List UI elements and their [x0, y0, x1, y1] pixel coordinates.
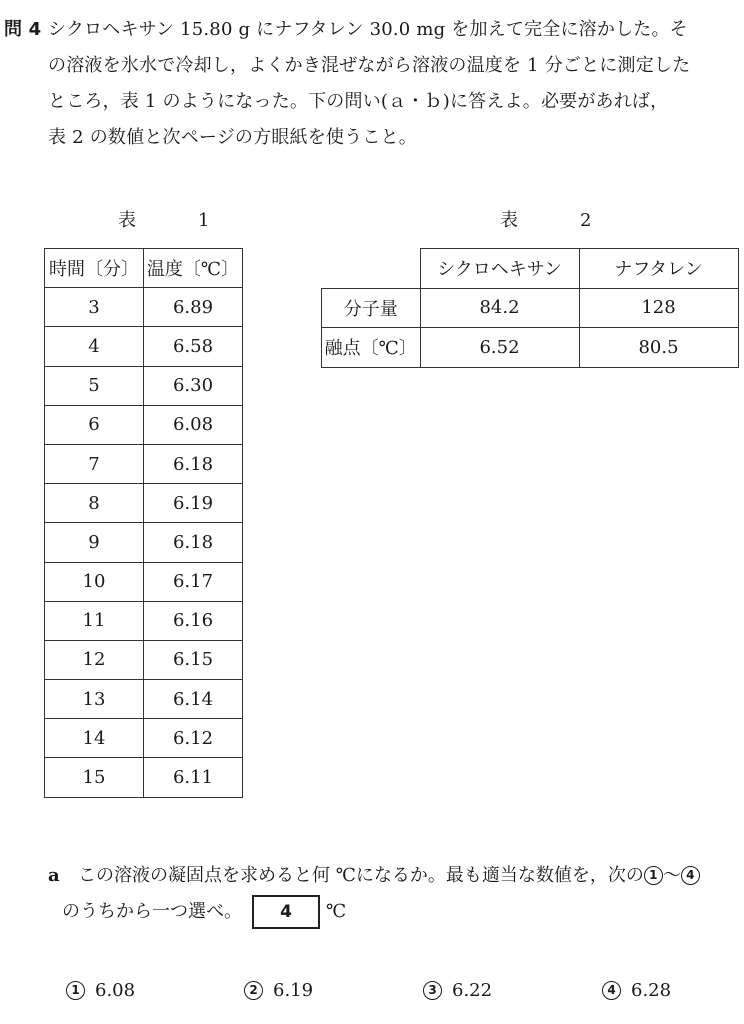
table1-header-time: 時間〔分〕: [45, 249, 144, 288]
cyclohexane-value: 6.52: [420, 328, 579, 368]
time-cell: 14: [45, 719, 144, 758]
time-cell: 5: [45, 366, 144, 405]
table-row: [45, 405, 243, 444]
part-a-text-2: のうちから一つ選べ。: [62, 901, 242, 922]
circled-number-icon: 4: [681, 866, 700, 885]
question-line: ところ，表 1 のようになった。下の問い(ａ・ｂ)に答えよ。必要があれば，: [48, 91, 669, 112]
part-a-line-2: [48, 894, 738, 930]
table2-properties: [321, 248, 739, 368]
question-number: 問 4: [4, 19, 42, 40]
circled-number-icon: 4: [602, 981, 621, 1000]
time-cell: 11: [45, 601, 144, 640]
answer-box[interactable]: 4: [252, 895, 320, 929]
circled-number-icon: 1: [644, 866, 663, 885]
temp-cell: 6.89: [144, 288, 243, 327]
temp-cell: 6.58: [144, 327, 243, 366]
answer-choices: [0, 980, 744, 1014]
row-label: 分子量: [322, 288, 421, 328]
naphthalene-value: 80.5: [579, 328, 738, 368]
table-row: [45, 484, 243, 523]
naphthalene-value: 128: [579, 288, 738, 328]
temp-cell: 6.18: [144, 444, 243, 483]
time-cell: 6: [45, 405, 144, 444]
circled-number-icon: 2: [244, 981, 263, 1000]
row-label: 融点〔℃〕: [322, 328, 421, 368]
table-row: [45, 327, 243, 366]
table-row: [45, 523, 243, 562]
temp-cell: 6.16: [144, 601, 243, 640]
temp-cell: 6.14: [144, 680, 243, 719]
choice-value: 6.28: [631, 980, 672, 1001]
table-row: [45, 288, 243, 327]
table2-corner-cell: [322, 249, 421, 289]
time-cell: 7: [45, 444, 144, 483]
temp-cell: 6.18: [144, 523, 243, 562]
table-row: [322, 288, 739, 328]
choice-3[interactable]: [423, 980, 492, 1001]
cyclohexane-value: 84.2: [420, 288, 579, 328]
part-a-text: この溶液の凝固点を求めると何 ℃になるか。最も適当な数値を，次の: [78, 865, 644, 886]
choice-4[interactable]: [602, 980, 671, 1001]
time-cell: 3: [45, 288, 144, 327]
time-cell: 8: [45, 484, 144, 523]
temp-cell: 6.19: [144, 484, 243, 523]
table1-caption: 表 1: [118, 210, 232, 231]
question-line: の溶液を氷水で冷却し，よくかき混ぜながら溶液の温度を 1 分ごとに測定した: [48, 55, 691, 76]
temp-cell: 6.17: [144, 562, 243, 601]
time-cell: 10: [45, 562, 144, 601]
temp-cell: 6.11: [144, 758, 243, 797]
table-row: [45, 444, 243, 483]
question-text: [4, 12, 740, 156]
temp-cell: 6.12: [144, 719, 243, 758]
temp-cell: 6.15: [144, 640, 243, 679]
temp-cell: 6.08: [144, 405, 243, 444]
table2-header-cyclohexane: シクロヘキサン: [420, 249, 579, 289]
table-row: [45, 758, 243, 797]
choice-value: 6.22: [452, 980, 493, 1001]
table1-temperature: [44, 248, 243, 798]
temp-cell: 6.30: [144, 366, 243, 405]
table-row: [322, 328, 739, 368]
table-row: [45, 719, 243, 758]
table2-caption: 表 2: [500, 210, 614, 231]
unit-label: ℃: [326, 901, 347, 922]
part-a-label: a: [48, 865, 60, 886]
circled-number-icon: 1: [66, 981, 85, 1000]
range-separator: ～: [662, 865, 681, 886]
part-a-question: [48, 858, 738, 930]
question-line: シクロヘキサン 15.80 g にナフタレン 30.0 mg を加えて完全に溶かした。そ: [48, 19, 688, 40]
time-cell: 4: [45, 327, 144, 366]
table-row: [45, 366, 243, 405]
time-cell: 9: [45, 523, 144, 562]
choice-1[interactable]: [66, 980, 135, 1001]
table-row: [45, 562, 243, 601]
question-line: 表 2 の数値と次ページの方眼紙を使うこと。: [48, 127, 417, 148]
table1-header-temp: 温度〔℃〕: [144, 249, 243, 288]
time-cell: 13: [45, 680, 144, 719]
table2-header-row: [322, 249, 739, 289]
time-cell: 15: [45, 758, 144, 797]
choice-2[interactable]: [244, 980, 313, 1001]
table2-header-naphthalene: ナフタレン: [579, 249, 738, 289]
choice-value: 6.19: [273, 980, 314, 1001]
table-row: [45, 640, 243, 679]
circled-number-icon: 3: [423, 981, 442, 1000]
time-cell: 12: [45, 640, 144, 679]
part-a-line-1: [48, 858, 738, 894]
table-row: [45, 680, 243, 719]
choice-value: 6.08: [95, 980, 136, 1001]
table-row: [45, 601, 243, 640]
table1-header-row: [45, 249, 243, 288]
